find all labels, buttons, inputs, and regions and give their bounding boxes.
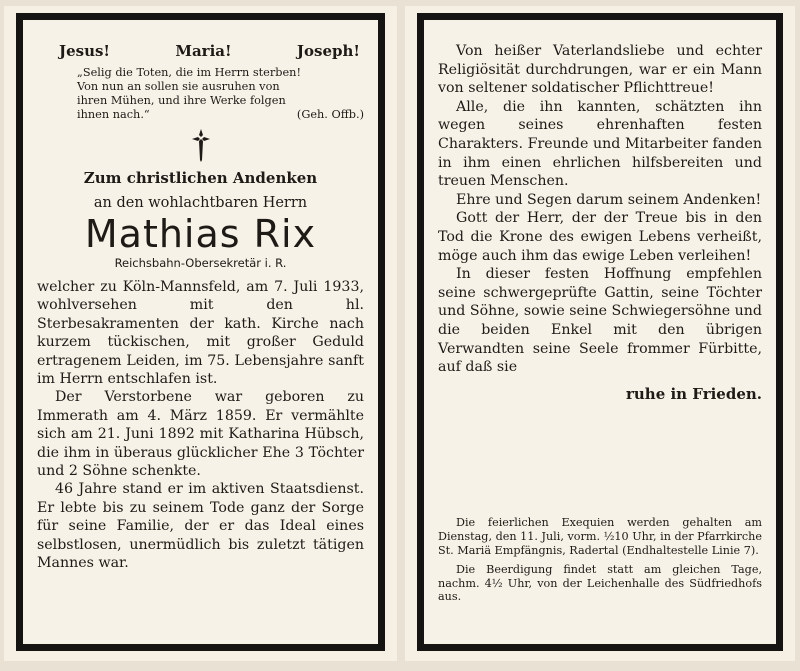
- burial-notice: Die Beerdigung findet statt am gleichen Tage, nachm. 4½ Uhr, von der Leichenhalle des Südfriedhofs aus.: [438, 563, 762, 604]
- left-card: [4, 6, 397, 661]
- memorial-heading: Zum christlichen Andenken: [83, 169, 318, 187]
- tribute-paragraph: In dieser festen Hoffnung empfehlen seine schwergeprüfte Gattin, seine Töchter und Söhne, sowie seine Schwiegersöhne und die beiden Enkel mit den übrigen Verwandten seine Seele frommer Fürbitte, auf daß sie: [438, 266, 762, 376]
- right-content: [438, 42, 762, 636]
- scripture-quote: [37, 66, 364, 122]
- right-frame: [417, 13, 783, 651]
- memorial-subtitle: an den wohlachtbaren Herrn: [93, 195, 308, 211]
- tribute-paragraph: Von heißer Vaterlandsliebe und echter Religiösität durchdrungen, war er ein Mann von seltener soldatischer Pflichttreue!: [438, 43, 762, 97]
- service-notices: [438, 516, 762, 610]
- quote-line: „Selig die Toten, die im Herrn sterben!: [77, 66, 301, 79]
- greeting-maria: Maria!: [175, 42, 232, 60]
- greeting-joseph: Joseph!: [296, 42, 360, 60]
- left-frame: [16, 13, 385, 651]
- biography: [37, 278, 364, 573]
- tribute-paragraph: Ehre und Segen darum seinem Andenken!: [456, 191, 762, 208]
- quote-line: ihren Mühen, und ihre Werke folgen: [77, 94, 286, 107]
- biography-paragraph: Der Verstorbene war geboren zu Immerath am 4. März 1859. Er vermählte sich am 21. Juni 1892 mit Katharina Hübsch, die ihm in überaus glücklicher Ehe 3 Töchter und 2 Söhne schenkte.: [37, 389, 364, 480]
- quote-line: Von nun an sollen sie ausruhen von: [77, 80, 280, 93]
- tribute-paragraph: Alle, die ihn kannten, schätzten ihn wegen seines ehrenhaften festen Charakters. Freunde und Mitarbeiter fanden in ihm einen ehrlichen hilfsbereiten und treuen Menschen.: [438, 98, 762, 190]
- deceased-name: Mathias Rix: [84, 212, 317, 256]
- closing-phrase: ruhe in Frieden.: [626, 384, 762, 403]
- quote-source: (Geh. Offb.): [296, 108, 364, 121]
- tribute-text: [438, 42, 762, 377]
- quote-line: ihnen nach.“: [77, 108, 150, 121]
- right-card: [405, 6, 795, 661]
- cross-icon: [37, 127, 364, 165]
- left-content: [37, 42, 364, 636]
- biography-paragraph: 46 Jahre stand er im aktiven Staatsdienst. Er lebte bis zu seinem Tode ganz der Sorge für seine Familie, der er das Ideal eines selbstlosen, unermüdlich bis zuletzt tätigen Mannes war.: [37, 481, 364, 572]
- funeral-mass-notice: Die feierlichen Exequien werden gehalten am Dienstag, den 11. Juli, vorm. ½10 Uhr, in der Pfarrkirche St. Mariä Empfängnis, Radertal (Endhaltestelle Linie 7).: [438, 516, 762, 557]
- tribute-paragraph: Gott der Herr, der der Treue bis in den Tod die Krone des ewigen Lebens verheißt, möge auch ihm das ewige Leben verleihen!: [438, 210, 762, 264]
- greeting: [37, 42, 364, 60]
- greeting-jesus: Jesus!: [59, 42, 111, 60]
- biography-paragraph: welcher zu Köln-Mannsfeld, am 7. Juli 1933, wohlversehen mit den hl. Sterbesakramenten der kath. Kirche nach kurzem tückischen, mit großer Geduld ertragenem Leiden, im 75. Lebensjahre sanft im Herrn entschlafen ist.: [37, 279, 364, 388]
- deceased-rank: Reichsbahn-Obersekretär i. R.: [114, 256, 287, 270]
